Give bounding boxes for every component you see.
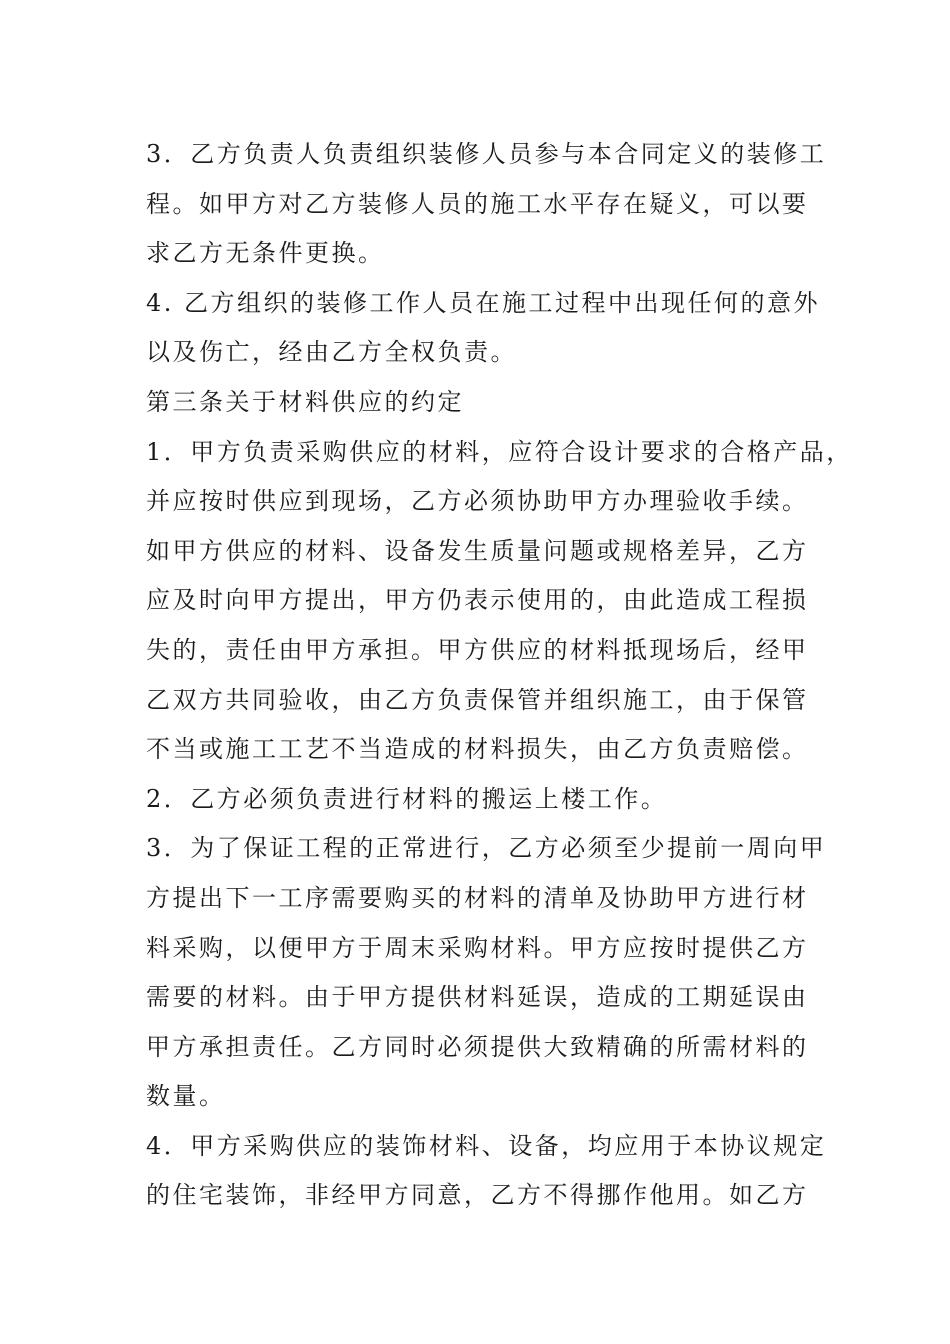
text-line: 1．甲方负责采购供应的材料，应符合设计要求的合格产品， bbox=[146, 437, 853, 466]
text-line: 应及时向甲方提出，甲方仍表示使用的，由此造成工程损 bbox=[146, 586, 809, 615]
section-heading: 第三条关于材料供应的约定 bbox=[146, 387, 464, 416]
text-line: 4. 乙方组织的装修工作人员在施工过程中出现任何的意外 bbox=[146, 288, 821, 317]
document-body bbox=[146, 130, 853, 1221]
text-line: 失的，责任由甲方承担。甲方供应的材料抵现场后，经甲 bbox=[146, 635, 809, 664]
text-line: 不当或施工工艺不当造成的材料损失，由乙方负责赔偿。 bbox=[146, 735, 809, 764]
text-line: 3．乙方负责人负责组织装修人员参与本合同定义的装修工 bbox=[146, 140, 827, 168]
text-line: 2．乙方必须负责进行材料的搬运上楼工作。 bbox=[146, 784, 668, 813]
text-line: 程。如甲方对乙方装修人员的施工水平存在疑义，可以要 bbox=[146, 189, 809, 218]
text-line: 3．为了保证工程的正常进行，乙方必须至少提前一周向甲 bbox=[146, 834, 827, 863]
text-line: 的住宅装饰，非经甲方同意，乙方不得挪作他用。如乙方 bbox=[146, 1181, 809, 1210]
text-line: 需要的材料。由于甲方提供材料延误，造成的工期延误由 bbox=[146, 983, 809, 1012]
text-line: 求乙方无条件更换。 bbox=[146, 239, 385, 268]
text-line: 甲方承担责任。乙方同时必须提供大致精确的所需材料的 bbox=[146, 1032, 809, 1061]
text-line: 4．甲方采购供应的装饰材料、设备，均应用于本协议规定 bbox=[146, 1131, 827, 1160]
text-line: 乙双方共同验收，由乙方负责保管并组织施工，由于保管 bbox=[146, 685, 809, 714]
text-line: 数量。 bbox=[146, 1082, 226, 1111]
text-line: 并应按时供应到现场，乙方必须协助甲方办理验收手续。 bbox=[146, 487, 809, 516]
text-line: 方提出下一工序需要购买的材料的清单及协助甲方进行材 bbox=[146, 883, 809, 912]
text-line: 料采购，以便甲方于周末采购材料。甲方应按时提供乙方 bbox=[146, 933, 809, 962]
text-line: 如甲方供应的材料、设备发生质量问题或规格差异，乙方 bbox=[146, 536, 809, 565]
text-line: 以及伤亡，经由乙方全权负责。 bbox=[146, 338, 517, 367]
